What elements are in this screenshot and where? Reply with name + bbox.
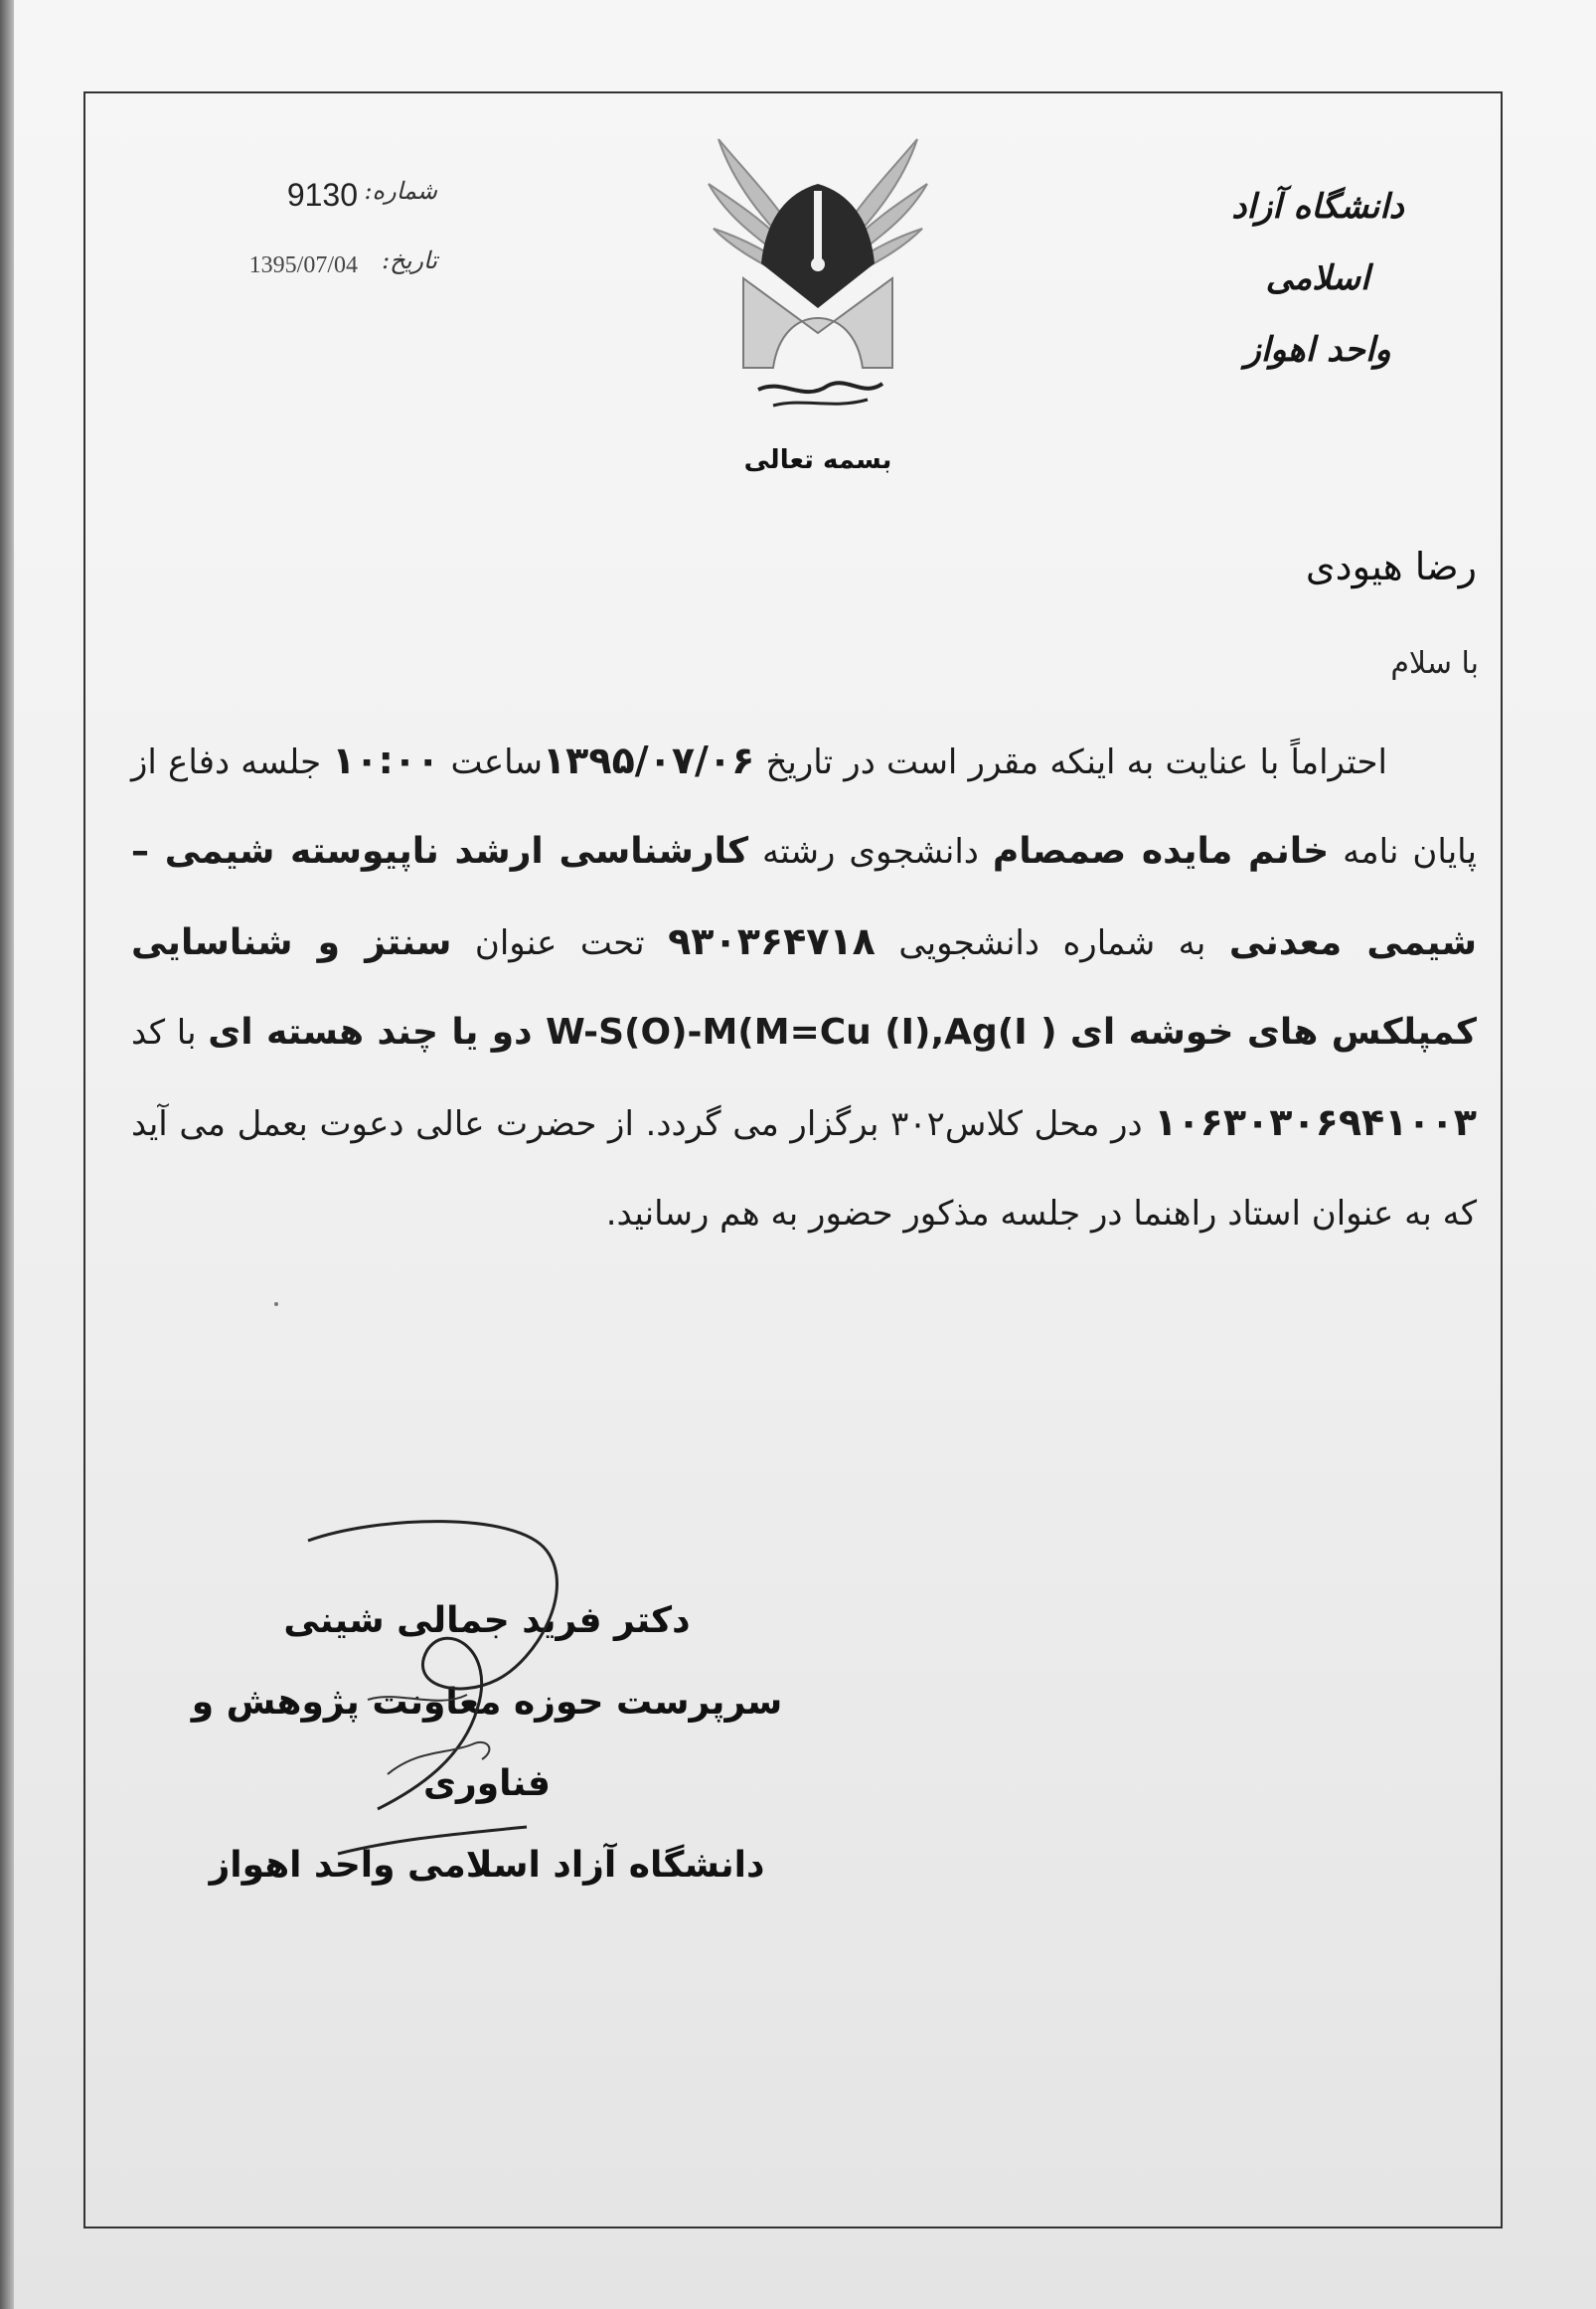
- letter-number-value: 9130: [286, 177, 358, 213]
- scan-speck: [274, 1302, 278, 1306]
- university-branch: واحد اهواز: [1244, 330, 1391, 370]
- letter-date-value: 1395/07/04: [248, 252, 358, 278]
- letter-date-row: [199, 247, 437, 296]
- field-of-study: کارشناسی ارشد ناپیوسته شیمی – شیمی معدنی: [131, 831, 1477, 963]
- time-word: ساعت: [439, 742, 543, 782]
- university-name: دانشگاه آزاد اسلامی: [1231, 187, 1404, 298]
- university-header: [1189, 171, 1447, 386]
- student-id-intro: به شماره دانشجویی: [875, 923, 1229, 963]
- session-text: جلسه دفاع از پایان نامه: [131, 742, 1478, 872]
- body-closing: در محل کلاس۳۰۲ برگزار می گردد. از حضرت عالی دعوت بعمل می آید که به عنوان استاد راهنما در جلسه مذکور حضور به هم رسانید.: [131, 1104, 1477, 1234]
- student-name: خانم مایده صمصام: [992, 831, 1330, 872]
- greeting-text: با سلام: [1390, 646, 1479, 681]
- letter-metadata: [199, 177, 437, 296]
- defense-time: ۱۰:۰۰: [332, 739, 440, 782]
- letter-number-row: [199, 177, 437, 227]
- body-intro: احتراماً با عنایت به اینکه مقرر است در تاریخ: [754, 742, 1387, 782]
- motto-text: بسمه تعالی: [743, 445, 892, 475]
- defense-date: ۱۳۹۵/۰۷/۰۶: [542, 739, 755, 782]
- field-intro: دانشجوی رشته: [748, 832, 993, 872]
- letter-date-label: تاریخ:: [382, 247, 437, 274]
- thesis-title-intro: تحت عنوان: [451, 923, 669, 963]
- student-id: ۹۳۰۳۶۴۷۱۸: [668, 919, 876, 963]
- signer-name: دکتر فرید جمالی شینی: [283, 1600, 691, 1641]
- scan-edge-shadow: [0, 0, 14, 2309]
- signer-position: سرپرست حوزه معاونت پژوهش و فناوری: [191, 1682, 783, 1804]
- signer-organization: دانشگاه آزاد اسلامی واحد اهواز: [209, 1845, 765, 1886]
- thesis-title: سنتز و شناسایی کمپلکس های خوشه ای ( W-S(O)-M(M=Cu (I),Ag(I دو یا چند هسته ای: [131, 922, 1477, 1053]
- code-intro: با کد: [131, 1013, 209, 1053]
- thesis-code: ۱۰۶۳۰۳۰۶۹۴۱۰۰۳: [1154, 1100, 1477, 1144]
- letter-number-label: شماره:: [364, 177, 437, 205]
- university-logo-icon: [704, 129, 932, 417]
- letter-body: [131, 716, 1477, 1258]
- handwritten-signature-icon: [298, 1511, 616, 1869]
- addressee-name: رضا هیودی: [1305, 545, 1477, 588]
